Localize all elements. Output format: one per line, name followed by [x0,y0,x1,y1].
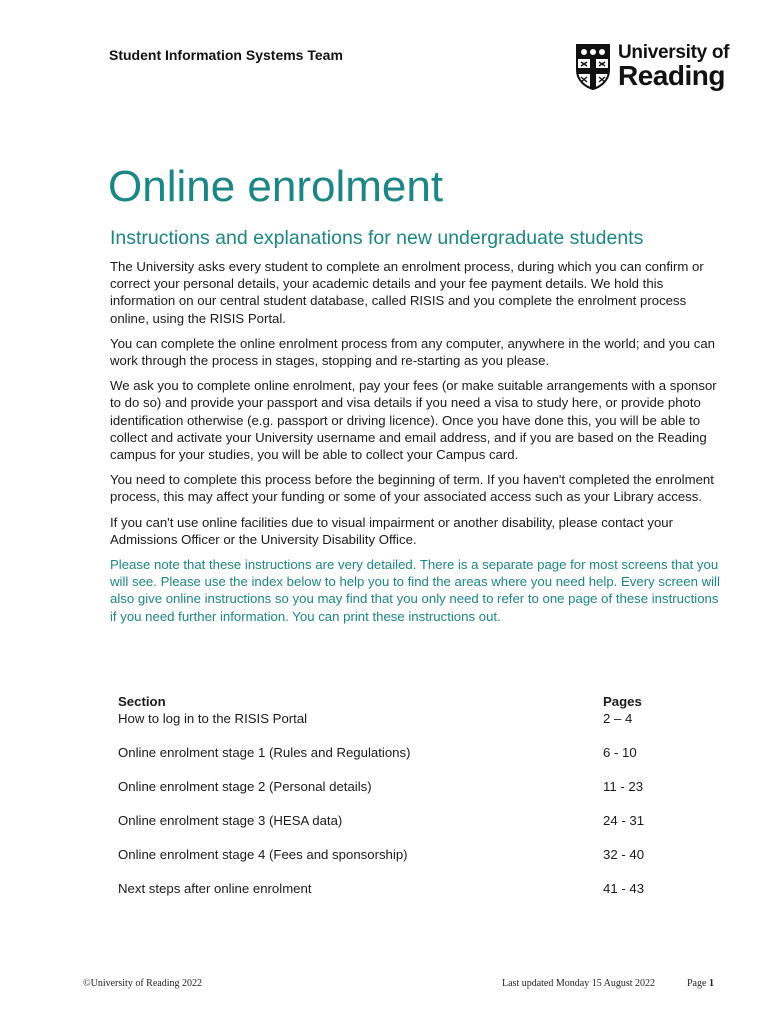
logo-line-2: Reading [618,60,725,91]
paragraph: The University asks every student to complete an enrolment process, during which you can confirm or correct your personal details, your academic details and your fee payment details. We hold this information on our central student database, called RISIS and you complete the enrolment process online, using the RISIS Portal. [110,259,704,326]
university-logo [576,42,730,96]
page-range: 2 – 4 [603,711,633,726]
page-label: Page [687,978,707,989]
contents-row [118,744,678,761]
paragraph: We ask you to complete online enrolment, pay your fees (or make suitable arrangements with a sponsor to do so) and provide your passport and visa details if you need a visa to study here, or provide photo identification otherwise (e.g. passport or driving licence). Once you have done this, you will be able to collect and activate your University username and email address, and if you are based on the Reading campus for your studies, you will be able to collect your Campus card. [110,378,717,463]
contents-table [118,693,678,897]
section-name: Next steps after online enrolment [118,881,312,896]
team-name: Student Information Systems Team [109,47,343,63]
paragraph: You can complete the online enrolment process from any computer, anywhere in the world; and you can work through the process in stages, stopping and re-starting as you please. [110,335,716,369]
page-subtitle: Instructions and explanations for new undergraduate students [110,227,644,249]
page-range: 41 - 43 [603,881,645,896]
page-title: Online enrolment [108,162,444,211]
logo-line-1: University of [618,42,730,63]
page-number: 1 [708,978,714,989]
contents-row [118,880,678,897]
section-name: Online enrolment stage 2 (Personal details) [118,779,372,794]
page-range: 24 - 31 [603,813,645,828]
section-column-header: Section [118,694,166,709]
instructions-note: Please note that these instructions are very detailed. There is a separate page for most screens that you will see. Please use the index below to help you to find the areas where you need help. Every screen will also give online instructions so you may find that you only need to refer to one page of these instructions if you need further information. You can print these instructions out. [110,557,720,624]
crest-icon [576,44,610,90]
paragraph: You need to complete this process before the beginning of term. If you haven't completed the enrolment process, this may affect your funding or some of your associated access such as your Library access. [110,472,714,505]
page-range: 32 - 40 [603,847,645,862]
contents-row [118,846,678,863]
paragraph: If you can't use online facilities due to visual impairment or another disability, please contact your Admissions Officer or the University Disability Office. [110,514,674,547]
section-name: Online enrolment stage 3 (HESA data) [118,813,343,828]
footer-last-updated: Last updated Monday 15 August 2022 [502,978,656,989]
intro-text [110,258,722,633]
page-range: 11 - 23 [603,779,644,794]
pages-column-header: Pages [603,694,642,709]
contents-row [118,812,678,829]
contents-header [118,693,678,710]
footer-copyright: ©University of Reading 2022 [83,978,202,989]
contents-row [118,710,678,727]
page-range: 6 - 10 [603,745,637,760]
section-name: Online enrolment stage 4 (Fees and sponsorship) [118,847,408,862]
contents-row [118,778,678,795]
footer-page-number [687,978,714,989]
section-name: Online enrolment stage 1 (Rules and Regulations) [118,745,411,760]
section-name: How to log in to the RISIS Portal [118,711,308,726]
